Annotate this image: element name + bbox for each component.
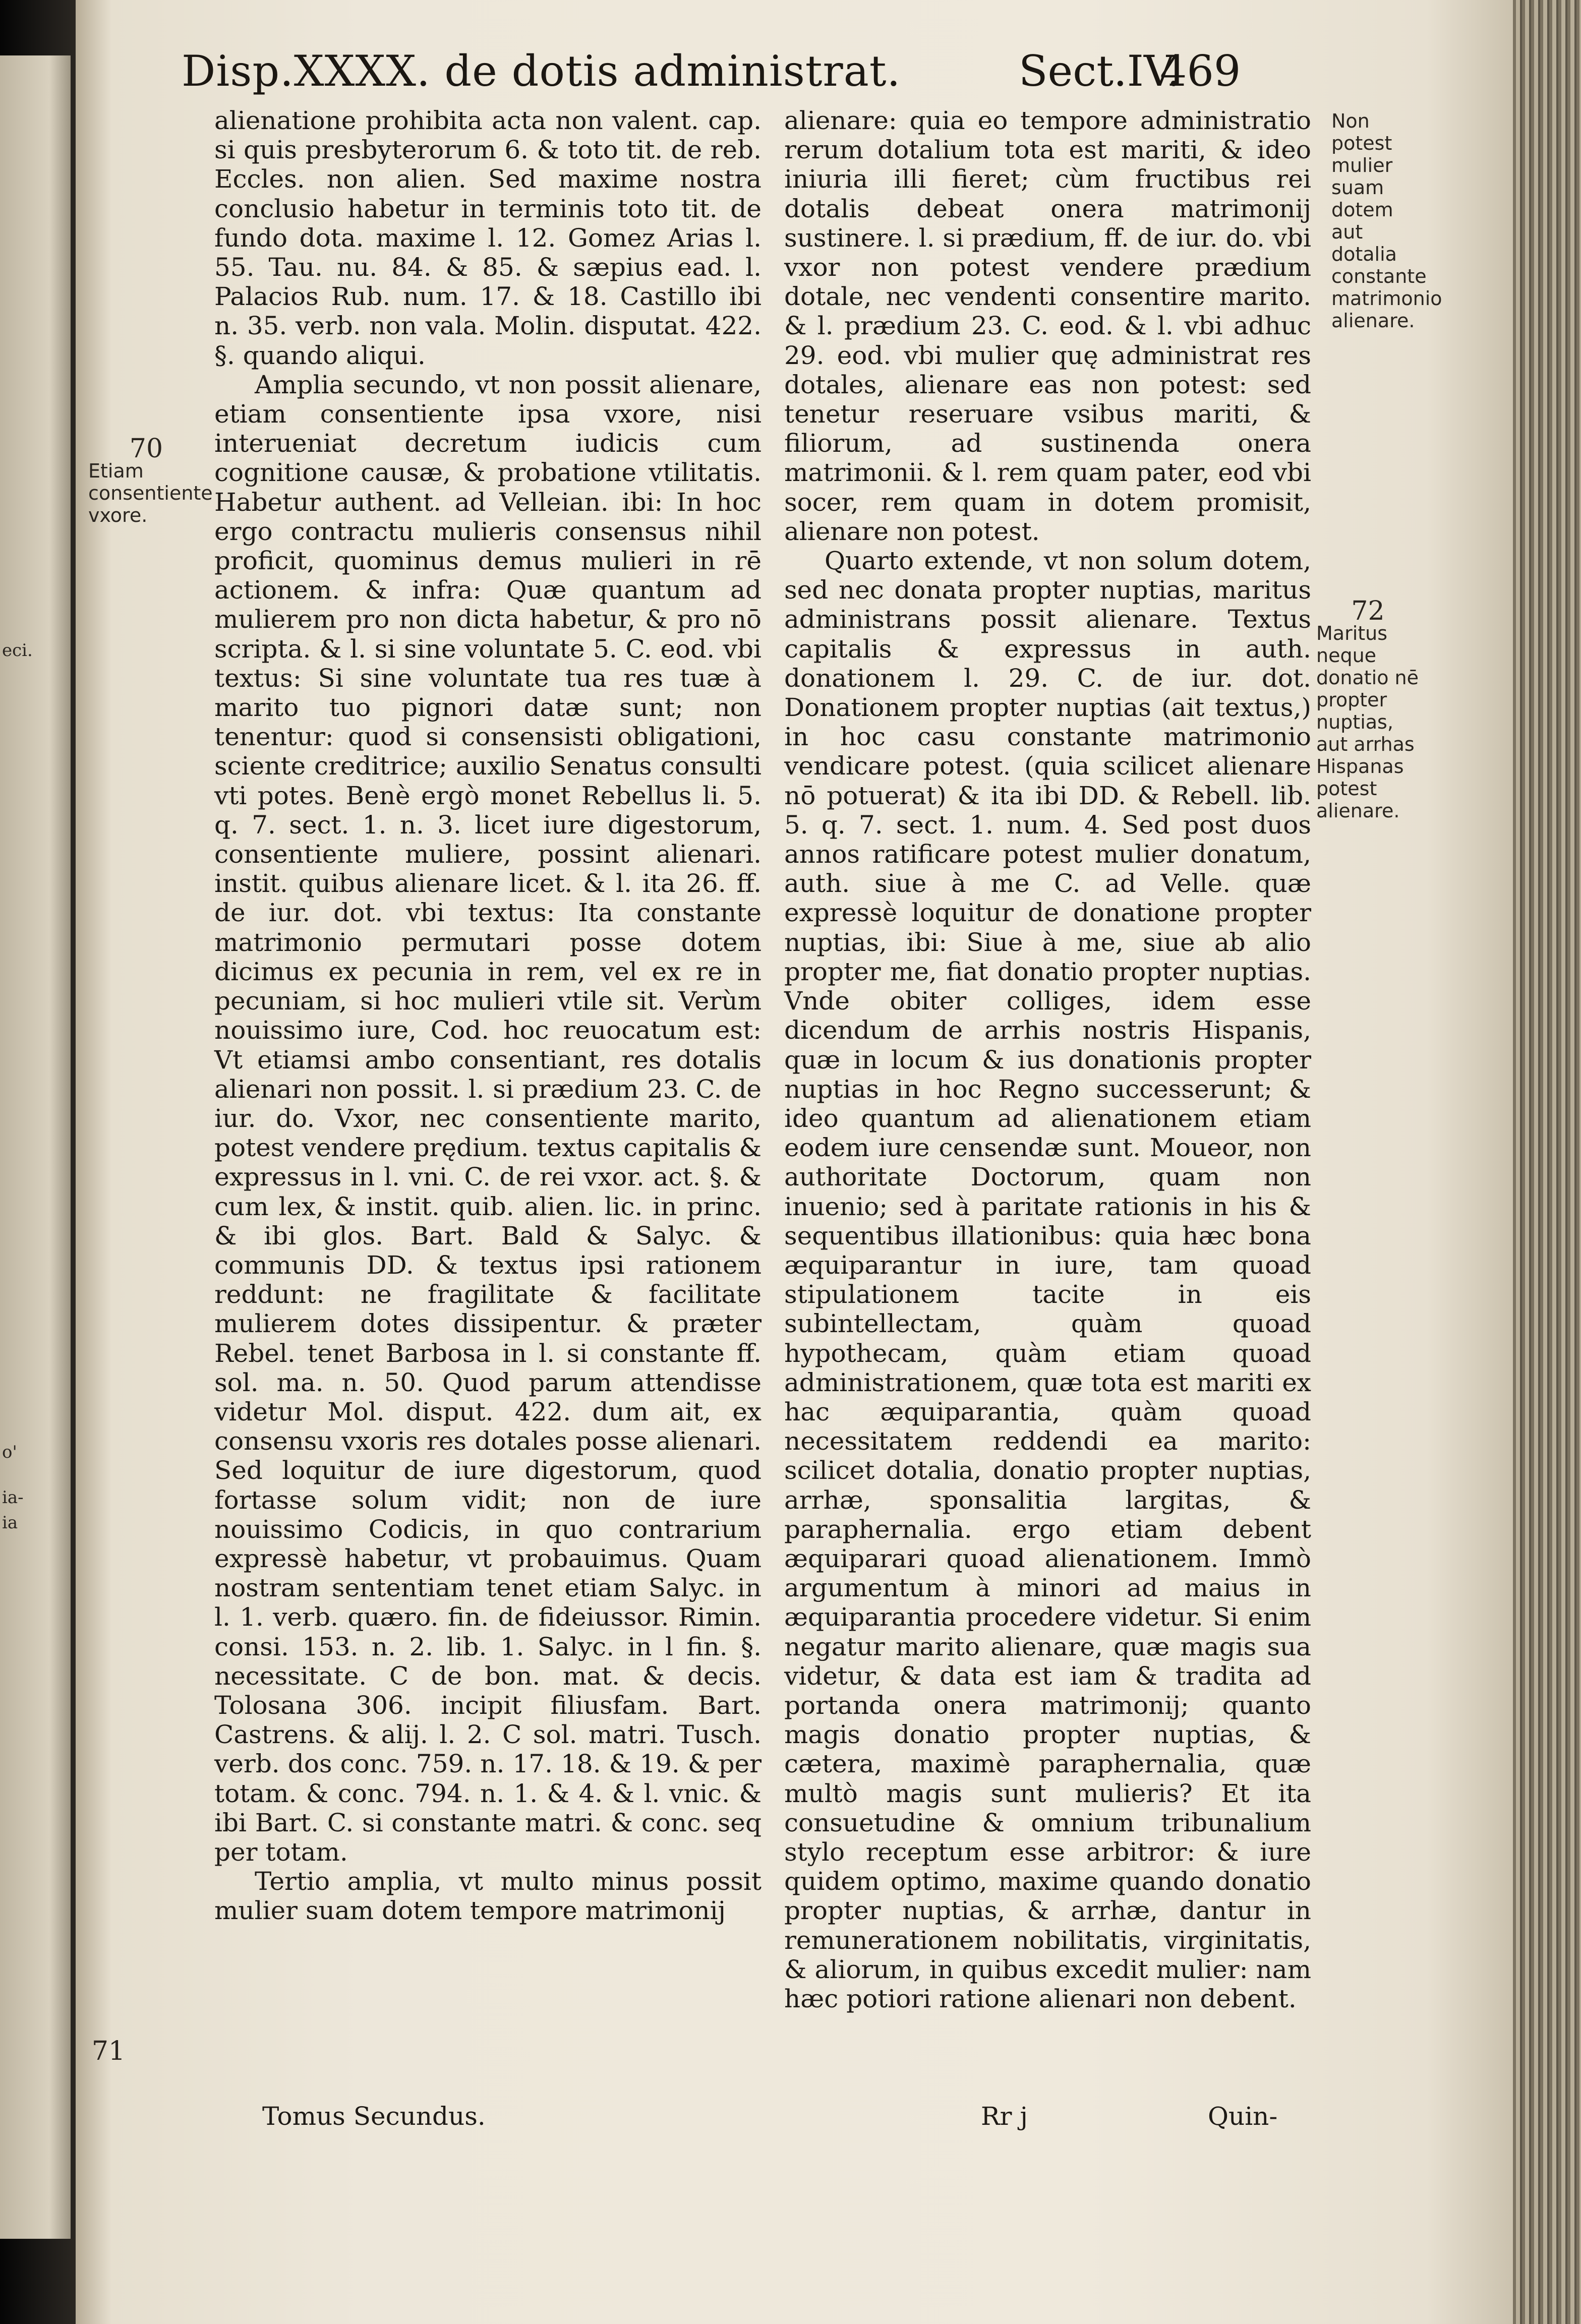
section-label: Sect.IV. bbox=[1019, 46, 1181, 96]
margin-note-text: Etiam consentiente vxore. bbox=[88, 460, 213, 526]
margin-note-72 bbox=[1316, 596, 1420, 822]
margin-note-70 bbox=[88, 434, 213, 526]
page-number: 469 bbox=[1160, 46, 1241, 96]
prev-page-fragment: o' bbox=[2, 1442, 17, 1462]
right-column bbox=[784, 106, 1311, 2013]
prev-page-fragment: ia bbox=[2, 1513, 18, 1533]
volume-label: Tomus Secundus. bbox=[262, 2102, 486, 2131]
signature-mark: Rr j bbox=[981, 2102, 1028, 2131]
paragraph: alienatione prohibita acta non valent. cap. si quis presbyterorum 6. & toto tit. de reb. Eccles. non alien. Sed maxime nostra conclusio habetur in terminis toto tit. de fundo dota. maxime l. 12. Gomez Arias l. 55. Tau. nu. 84. & 85. & sæpius ead. l. Palacios Rub. num. 17. & 18. Castillo ibi n. 35. verb. non vala. Molin. disputat. 422. §. quando aliqui. bbox=[214, 106, 762, 370]
margin-number: 72 bbox=[1351, 596, 1385, 626]
left-column bbox=[214, 106, 762, 1926]
previous-page-edge bbox=[0, 55, 71, 2239]
margin-number: 71 bbox=[91, 2036, 126, 2066]
running-header bbox=[182, 46, 1341, 107]
prev-page-fragment: ia- bbox=[2, 1487, 24, 1508]
margin-note-text: Maritus neque donatio nē propter nuptias, aut arrhas Hispanas potest alienare. bbox=[1316, 622, 1419, 822]
running-title: Disp.XXXX. de dotis administrat. bbox=[182, 46, 901, 96]
paragraph: alienare: quia eo tempore administratio rerum dotalium tota est mariti, & ideo iniuria illi fieret; cùm fructibus rei dotalis debeat onera matrimonij sustinere. l. si prædium, ff. de iur. do. vbi vxor non potest vendere prædium dotale, nec vendenti consentire marito. & l. prædium 23. C. eod. & l. vbi adhuc 29. eod. vbi mulier quę administrat res dotales, alienare eas non potest: sed tenetur reseruare vsibus mariti, & filiorum, ad sustinenda onera matrimonii. & l. rem quam pater, eod vbi socer, rem quam in dotem promisit, alienare non potest. bbox=[784, 106, 1311, 546]
fore-edge bbox=[1513, 0, 1581, 2324]
paragraph: Tertio amplia, vt multo minus possit mulier suam dotem tempore matrimonij bbox=[214, 1867, 762, 1926]
margin-number: 70 bbox=[129, 434, 163, 464]
prev-page-fragment: eci. bbox=[2, 640, 33, 661]
paragraph: Amplia secundo, vt non possit alienare, etiam consentiente ipsa vxore, nisi interueniat decretum iudicis cum cognitione causæ, & probatione vtilitatis. Habetur authent. ad Velleian. ibi: In hoc ergo contractu mulieris consensus nihil proficit, quominus demus mulieri in rē actionem. & infra: Quæ quantum ad mulierem pro non dicta habetur, & pro nō scripta. & l. si sine voluntate 5. C. eod. vbi textus: Si sine voluntate tua res tuæ à marito tuo pignori datæ sunt; non tenentur: quod si consensisti obligationi, sciente creditrice; auxilio Senatus consulti vti potes. Benè ergò monet Rebellus li. 5. q. 7. sect. 1. n. 3. licet iure digestorum, consentiente muliere, possint alienari. instit. quibus alienare licet. & l. ita 26. ff. de iur. dot. vbi textus: Ita constante matrimonio permutari posse dotem dicimus ex pecunia in rem, vel ex re in pecuniam, si hoc mulieri vtile sit. Verùm nouissimo iure, Cod. hoc reuocatum est: Vt etiamsi ambo consentiant, res dotalis alienari non possit. l. si prædium 23. C. de iur. do. Vxor, nec consentiente marito, potest vendere prędium. textus capitalis & expressus in l. vni. C. de rei vxor. act. §. & cum lex, & instit. quib. alien. lic. in princ. & ibi glos. Bart. Bald & Salyc. & communis DD. & textus ipsi rationem reddunt: ne fragilitate & facilitate mulierem dotes dissipentur. & præter Rebel. tenet Barbosa in l. si constante ff. sol. ma. n. 50. Quod parum attendisse videtur Mol. disput. 422. dum ait, ex consensu vxoris res dotales posse alienari. Sed loquitur de iure digestorum, quod fortasse solum vidit; non de iure nouissimo Codicis, in quo contrarium expressè habetur, vt probauimus. Quam nostram sententiam tenet etiam Salyc. in l. 1. verb. quæro. fin. de fideiussor. Rimin. consi. 153. n. 2. lib. 1. Salyc. in l fin. §. necessitate. C de bon. mat. & decis. Tolosana 306. incipit filiusfam. Bart. Castrens. & alij. l. 2. C sol. matri. Tusch. verb. dos conc. 759. n. 17. 18. & 19. & per totam. & conc. 794. n. 1. & 4. & l. vnic. & ibi Bart. C. si constante matri. & conc. seq per totam. bbox=[214, 370, 762, 1867]
margin-note-dotem: Non potest mulier suam dotem aut dotalia constante matrimonio alienare. bbox=[1331, 110, 1442, 332]
catchword: Quin- bbox=[1208, 2102, 1278, 2131]
paragraph: Quarto extende, vt non solum dotem, sed nec donata propter nuptias, maritus administrans possit alienare. Textus capitalis & expressus in auth. donationem l. 29. C. de iur. dot. Donationem propter nuptias (ait textus,) in hoc casu constante matrimonio vendicare potest. (quia scilicet alienare nō potuerat) & ita ibi DD. & Rebell. lib. 5. q. 7. sect. 1. num. 4. Sed post duos annos ratificare potest mulier donatum, auth. siue à me C. ad Velle. quæ expressè loquitur de donatione propter nuptias, ibi: Siue à me, siue ab alio propter me, fiat donatio propter nuptias. Vnde obiter colliges, idem esse dicendum de arrhis nostris Hispanis, quæ in locum & ius donationis propter nuptias in hoc Regno successerunt; & ideo quantum ad alienationem etiam eodem iure censendæ sunt. Moueor, non authoritate Doctorum, quam non inuenio; sed à paritate rationis in his & sequentibus illationibus: quia hæc bona æquiparantur in iure, tam quoad stipulationem tacite in eis subintellectam, quàm quoad hypothecam, quàm etiam quoad administrationem, quæ tota est mariti ex hac æquiparantia, quàm quoad necessitatem reddendi ea marito: scilicet dotalia, donatio propter nuptias, arrhæ, sponsalitia largitas, & paraphernalia. ergo etiam debent æquiparari quoad alienationem. Immò argumentum à minori ad maius in æquiparantia procedere videtur. Si enim negatur marito alienare, quæ magis sua videtur, & data est iam & tradita ad portanda onera matrimonij; quanto magis donatio propter nuptias, & cætera, maximè paraphernalia, quæ multò magis sunt mulieris? Et ita consuetudine & omnium tribunalium stylo receptum esse arbitror: & iure quidem optimo, maxime quando donatio propter nuptias, & arrhæ, dantur in remunerationem nobilitatis, virginitatis, & aliorum, in quibus excedit mulier: nam hæc potiori ratione alienari non debent. bbox=[784, 546, 1311, 2013]
margin-note-71 bbox=[88, 2036, 129, 2066]
